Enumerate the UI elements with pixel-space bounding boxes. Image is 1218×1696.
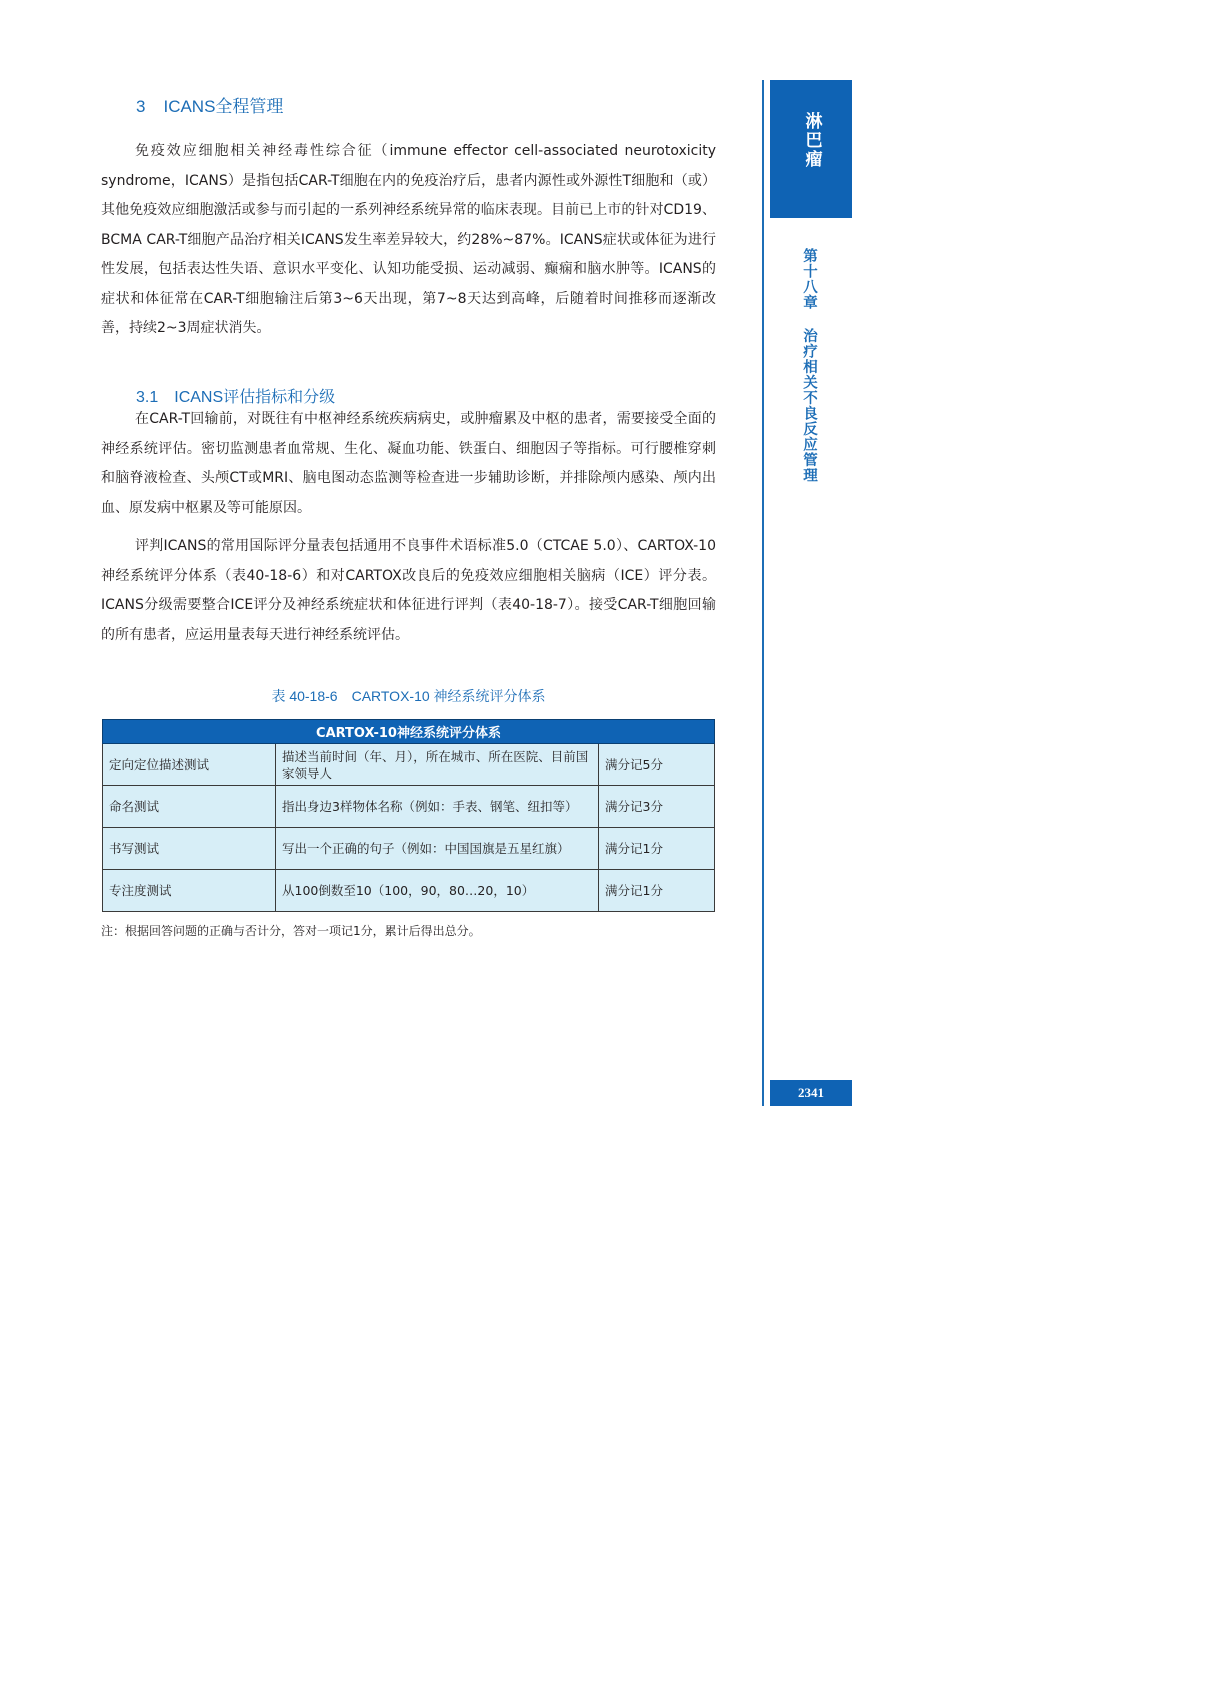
test-score-cell: 满分记3分: [599, 786, 715, 828]
margin-divider-line: [762, 80, 764, 1106]
test-score-cell: 满分记1分: [599, 870, 715, 912]
table-row: [103, 870, 715, 912]
test-name-cell: 命名测试: [103, 786, 276, 828]
cartox10-table: [102, 719, 715, 912]
test-score-cell: 满分记5分: [599, 744, 715, 786]
test-name-cell: 书写测试: [103, 828, 276, 870]
paragraph-assessment: 在CAR-T回输前，对既往有中枢神经系统疾病病史，或肿瘤累及中枢的患者，需要接受全面的神经系统评估。密切监测患者血常规、生化、凝血功能、铁蛋白、细胞因子等指标。可行腰椎穿刺和脑脊液检查、头颅CT或MRI、脑电图动态监测等检查进一步辅助诊断，并排除颅内感染、颅内出血、原发病中枢累及等可能原因。: [101, 411, 716, 516]
test-content-cell: 从100倒数至10（100，90，80…20，10）: [276, 870, 599, 912]
test-content-cell: 描述当前时间（年、月），所在城市、所在医院、目前国家领导人: [276, 744, 599, 786]
table-row: [103, 786, 715, 828]
test-content-cell: 写出一个正确的句子（例如：中国国旗是五星红旗）: [276, 828, 599, 870]
test-score-cell: 满分记1分: [599, 828, 715, 870]
chapter-number: 第十八章: [801, 248, 817, 310]
section-heading: [136, 92, 283, 117]
table-header: CARTOX-10神经系统评分体系: [103, 720, 715, 744]
table-row: [103, 828, 715, 870]
section-title: ICANS全程管理: [163, 97, 284, 116]
subsection-title: ICANS评估指标和分级: [174, 389, 336, 406]
section-number: 3: [136, 97, 146, 116]
subsection-heading: [136, 384, 335, 407]
chapter-tab: 淋巴瘤: [770, 80, 852, 218]
table-row: [103, 744, 715, 786]
test-content-cell: 指出身边3样物体名称（例如：手表、钢笔、纽扣等）: [276, 786, 599, 828]
table-caption: 表 40-18-6 CARTOX-10 神经系统评分体系: [271, 688, 546, 704]
page-number: 2341: [770, 1080, 852, 1106]
paragraph-icans-definition: 免疫效应细胞相关神经毒性综合征（immune effector cell-associated neurotoxicity syndrome，ICANS）是指包括CAR-T细胞在内的免疫治疗后，患者内源性或外源性T细胞和（或）其他免疫效应细胞激活或参与而引起的一系列神经系统异常的临床表现。目前已上市的针对CD19、BCMA CAR-T细胞产品治疗相关ICANS发生率差异较大，约28%~87%。ICANS症状或体征为进行性发展，包括表达性失语、意识水平变化、认知功能受损、运动减弱、癫痫和脑水肿等。ICANS的症状和体征常在CAR-T细胞输注后第3~6天出现，第7~8天达到高峰，后随着时间推移而逐渐改善，持续2~3周症状消失。: [101, 143, 716, 336]
paragraph-scoring-scales: 评判ICANS的常用国际评分量表包括通用不良事件术语标准5.0（CTCAE 5.0）、CARTOX-10神经系统评分体系（表40-18-6）和对CARTOX改良后的免疫效应细胞相关脑病（ICE）评分表。ICANS分级需要整合ICE评分及神经系统症状和体征进行评判（表40-18-7）。接受CAR-T细胞回输的所有患者，应运用量表每天进行神经系统评估。: [101, 538, 716, 643]
table-note: 注：根据回答问题的正确与否计分，答对一项记1分，累计后得出总分。: [101, 924, 481, 938]
test-name-cell: 定向定位描述测试: [103, 744, 276, 786]
chapter-sidebar: [798, 248, 820, 483]
test-name-cell: 专注度测试: [103, 870, 276, 912]
subsection-number: 3.1: [136, 389, 159, 406]
chapter-title: 治疗相关不良反应管理: [801, 328, 817, 483]
